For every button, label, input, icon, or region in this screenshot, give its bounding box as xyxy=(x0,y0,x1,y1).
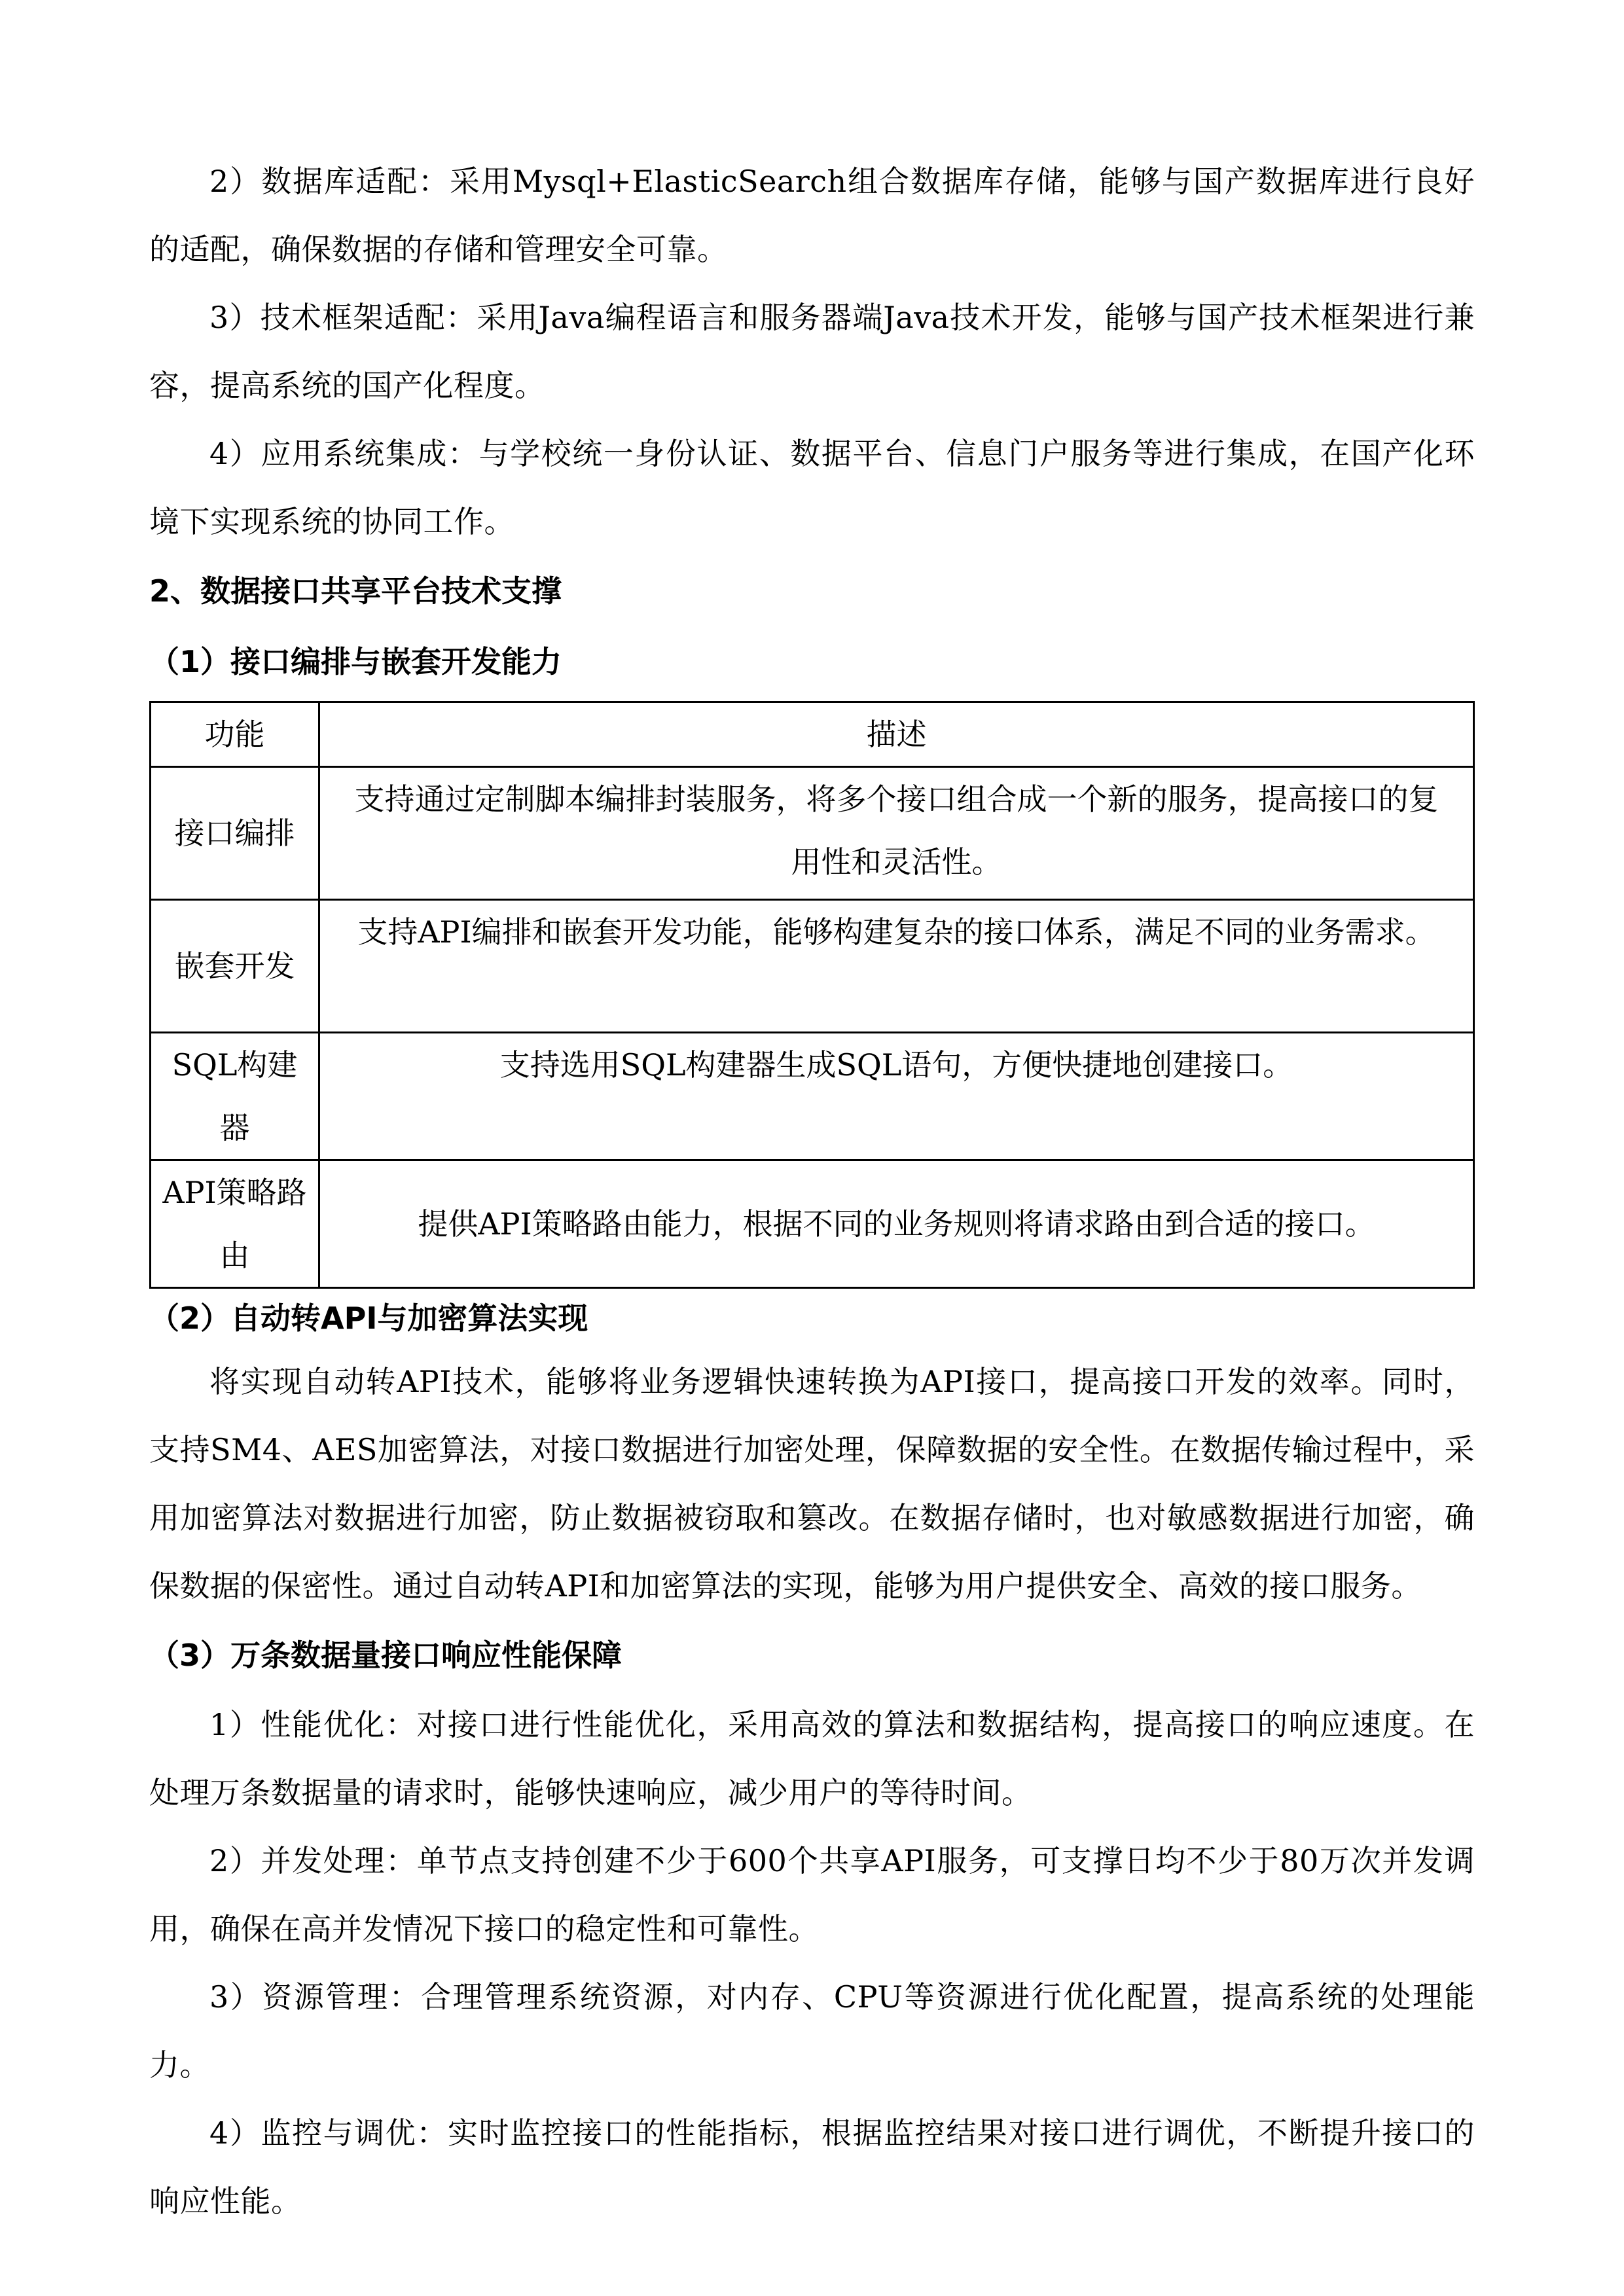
table-cell-feature: 接口编排 xyxy=(151,767,319,900)
paragraph-auto-api-encryption: 将实现自动转API技术，能够将业务逻辑快速转换为API接口，提高接口开发的效率。同时，支持SM4、AES加密算法，对接口数据进行加密处理，保障数据的安全性。在数据传输过程中，采用加密算法对数据进行加密，防止数据被窃取和篡改。在数据存储时，也对敏感数据进行加密，确保数据的保密性。通过自动转API和加密算法的实现，能够为用户提供安全、高效的接口服务。 xyxy=(149,1364,1475,1604)
table-row xyxy=(151,1033,1474,1160)
paragraph-framework-adaptation: 3）技术框架适配：采用Java编程语言和服务器端Java技术开发，能够与国产技术框架进行兼容，提高系统的国产化程度。 xyxy=(149,300,1475,403)
table-header-row xyxy=(151,702,1474,767)
subsection-heading-2: （2）自动转API与加密算法实现 xyxy=(149,1300,588,1336)
table-cell-desc: 支持API编排和嵌套开发功能，能够构建复杂的接口体系，满足不同的业务需求。 xyxy=(319,900,1474,1033)
table-header-cell: 功能 xyxy=(151,702,319,767)
paragraph-concurrency: 2）并发处理：单节点支持创建不少于600个共享API服务，可支撑日均不少于80万次并发调用，确保在高并发情况下接口的稳定性和可靠性。 xyxy=(149,1843,1475,1946)
table-cell-feature: API策略路由 xyxy=(151,1160,319,1288)
section-heading: 2、数据接口共享平台技术支撑 xyxy=(149,573,562,609)
table-row xyxy=(151,900,1474,1033)
table-header-cell: 描述 xyxy=(319,702,1474,767)
subsection-heading-3: （3）万条数据量接口响应性能保障 xyxy=(149,1638,623,1673)
paragraph-performance-optimization: 1）性能优化：对接口进行性能优化，采用高效的算法和数据结构，提高接口的响应速度。在处理万条数据量的请求时，能够快速响应，减少用户的等待时间。 xyxy=(149,1707,1475,1810)
document-page xyxy=(149,147,1475,2235)
subsection-heading-1: （1）接口编排与嵌套开发能力 xyxy=(149,644,562,679)
paragraph-resource-management: 3）资源管理：合理管理系统资源，对内存、CPU等资源进行优化配置，提高系统的处理能力。 xyxy=(149,1979,1475,2083)
table-cell-desc: 支持通过定制脚本编排封装服务，将多个接口组合成一个新的服务，提高接口的复用性和灵活性。 xyxy=(319,767,1474,900)
feature-table xyxy=(149,701,1475,1289)
table-cell-desc: 提供API策略路由能力，根据不同的业务规则将请求路由到合适的接口。 xyxy=(319,1160,1474,1288)
paragraph-monitoring-tuning: 4）监控与调优：实时监控接口的性能指标，根据监控结果对接口进行调优，不断提升接口的响应性能。 xyxy=(149,2115,1475,2219)
table-cell-feature: 嵌套开发 xyxy=(151,900,319,1033)
paragraph-system-integration: 4）应用系统集成：与学校统一身份认证、数据平台、信息门户服务等进行集成，在国产化环境下实现系统的协同工作。 xyxy=(149,436,1475,539)
table-row xyxy=(151,767,1474,900)
table-row xyxy=(151,1160,1474,1288)
table-cell-feature: SQL构建器 xyxy=(151,1033,319,1160)
paragraph-database-adaptation: 2）数据库适配：采用Mysql+ElasticSearch组合数据库存储，能够与国产数据库进行良好的适配，确保数据的存储和管理安全可靠。 xyxy=(149,164,1475,267)
table-cell-desc: 支持选用SQL构建器生成SQL语句，方便快捷地创建接口。 xyxy=(319,1033,1474,1160)
